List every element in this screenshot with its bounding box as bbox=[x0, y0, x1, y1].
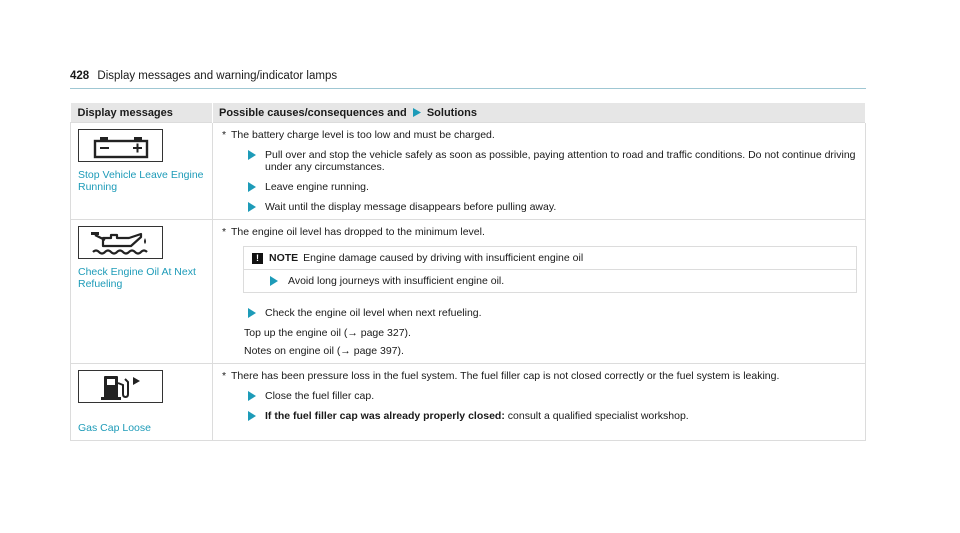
fuel-pump-icon bbox=[78, 370, 163, 403]
step-label: consult a qualified specialist workshop. bbox=[507, 410, 689, 422]
solution-step bbox=[221, 149, 857, 173]
step-label: Wait until the display message disappears before pulling away. bbox=[265, 201, 557, 213]
column-header-solutions-label: Solutions bbox=[426, 106, 477, 119]
cause-label: The engine oil level has dropped to the minimum level. bbox=[231, 226, 485, 238]
page-header-title: Display messages and warning/indicator lamps bbox=[97, 70, 338, 82]
cross-reference: Top up the engine oil (→ page 327). bbox=[244, 327, 411, 339]
column-header-causes-label: Possible causes/consequences and bbox=[219, 106, 407, 119]
column-header-causes bbox=[213, 103, 866, 123]
solution-step bbox=[221, 410, 857, 422]
display-message-text: Stop Vehicle Leave Engine Running bbox=[78, 169, 204, 193]
note-step bbox=[244, 269, 856, 292]
message-cell bbox=[71, 123, 213, 220]
step-label: Close the fuel filler cap. bbox=[265, 390, 375, 402]
solution-step bbox=[221, 181, 857, 193]
step-arrow-icon bbox=[270, 276, 278, 286]
message-cell bbox=[71, 220, 213, 364]
step-label: Pull over and stop the vehicle safely as soon as possible, paying attention to road and traffic conditions. Do not continue driving under any circumstances. bbox=[265, 149, 856, 173]
table-header-row bbox=[71, 103, 866, 123]
solution-step bbox=[221, 307, 857, 319]
page-number: 428 bbox=[70, 70, 90, 82]
solution-step bbox=[221, 201, 857, 213]
table-row bbox=[71, 123, 866, 220]
battery-icon bbox=[78, 129, 163, 162]
cause-text bbox=[221, 226, 857, 238]
page-header bbox=[70, 70, 337, 82]
asterisk: * bbox=[222, 370, 227, 382]
table-row bbox=[71, 220, 866, 364]
cross-reference: Notes on engine oil (→ page 397). bbox=[244, 345, 404, 357]
display-message-text: Check Engine Oil At Next Refueling bbox=[78, 266, 196, 290]
cause-text bbox=[221, 129, 857, 141]
table-row bbox=[71, 364, 866, 441]
solution-cell bbox=[213, 364, 866, 441]
cause-label: The battery charge level is too low and must be charged. bbox=[231, 129, 495, 141]
warning-icon: ! bbox=[252, 253, 263, 264]
solution-step bbox=[221, 390, 857, 402]
note-text: Engine damage caused by driving with insufficient engine oil bbox=[303, 252, 584, 264]
note-label: NOTE bbox=[269, 252, 299, 264]
note-box bbox=[243, 246, 857, 293]
solution-cell bbox=[213, 220, 866, 364]
display-messages-table bbox=[70, 103, 866, 441]
note-header bbox=[244, 247, 856, 269]
solution-cell bbox=[213, 123, 866, 220]
step-label: Check the engine oil level when next refueling. bbox=[265, 307, 482, 319]
step-arrow-icon bbox=[248, 391, 256, 401]
step-arrow-icon bbox=[248, 150, 256, 160]
asterisk: * bbox=[222, 129, 227, 141]
step-arrow-icon bbox=[248, 411, 256, 421]
message-cell bbox=[71, 364, 213, 441]
oil-can-icon bbox=[78, 226, 163, 259]
step-label: Avoid long journeys with insufficient engine oil. bbox=[288, 275, 505, 287]
header-rule bbox=[70, 88, 866, 89]
column-header-display-messages: Display messages bbox=[71, 103, 213, 123]
step-arrow-icon bbox=[248, 308, 256, 318]
step-label: Leave engine running. bbox=[265, 181, 369, 193]
step-arrow-icon bbox=[248, 182, 256, 192]
step-arrow-icon bbox=[248, 202, 256, 212]
cause-label: There has been pressure loss in the fuel system. The fuel filler cap is not closed correctly or the fuel system is leaking. bbox=[231, 370, 780, 382]
header-arrow-icon bbox=[413, 108, 421, 117]
step-condition: If the fuel filler cap was already properly closed: bbox=[265, 410, 505, 422]
asterisk: * bbox=[222, 226, 227, 238]
display-message-text: Gas Cap Loose bbox=[78, 422, 151, 434]
cause-text bbox=[221, 370, 857, 382]
